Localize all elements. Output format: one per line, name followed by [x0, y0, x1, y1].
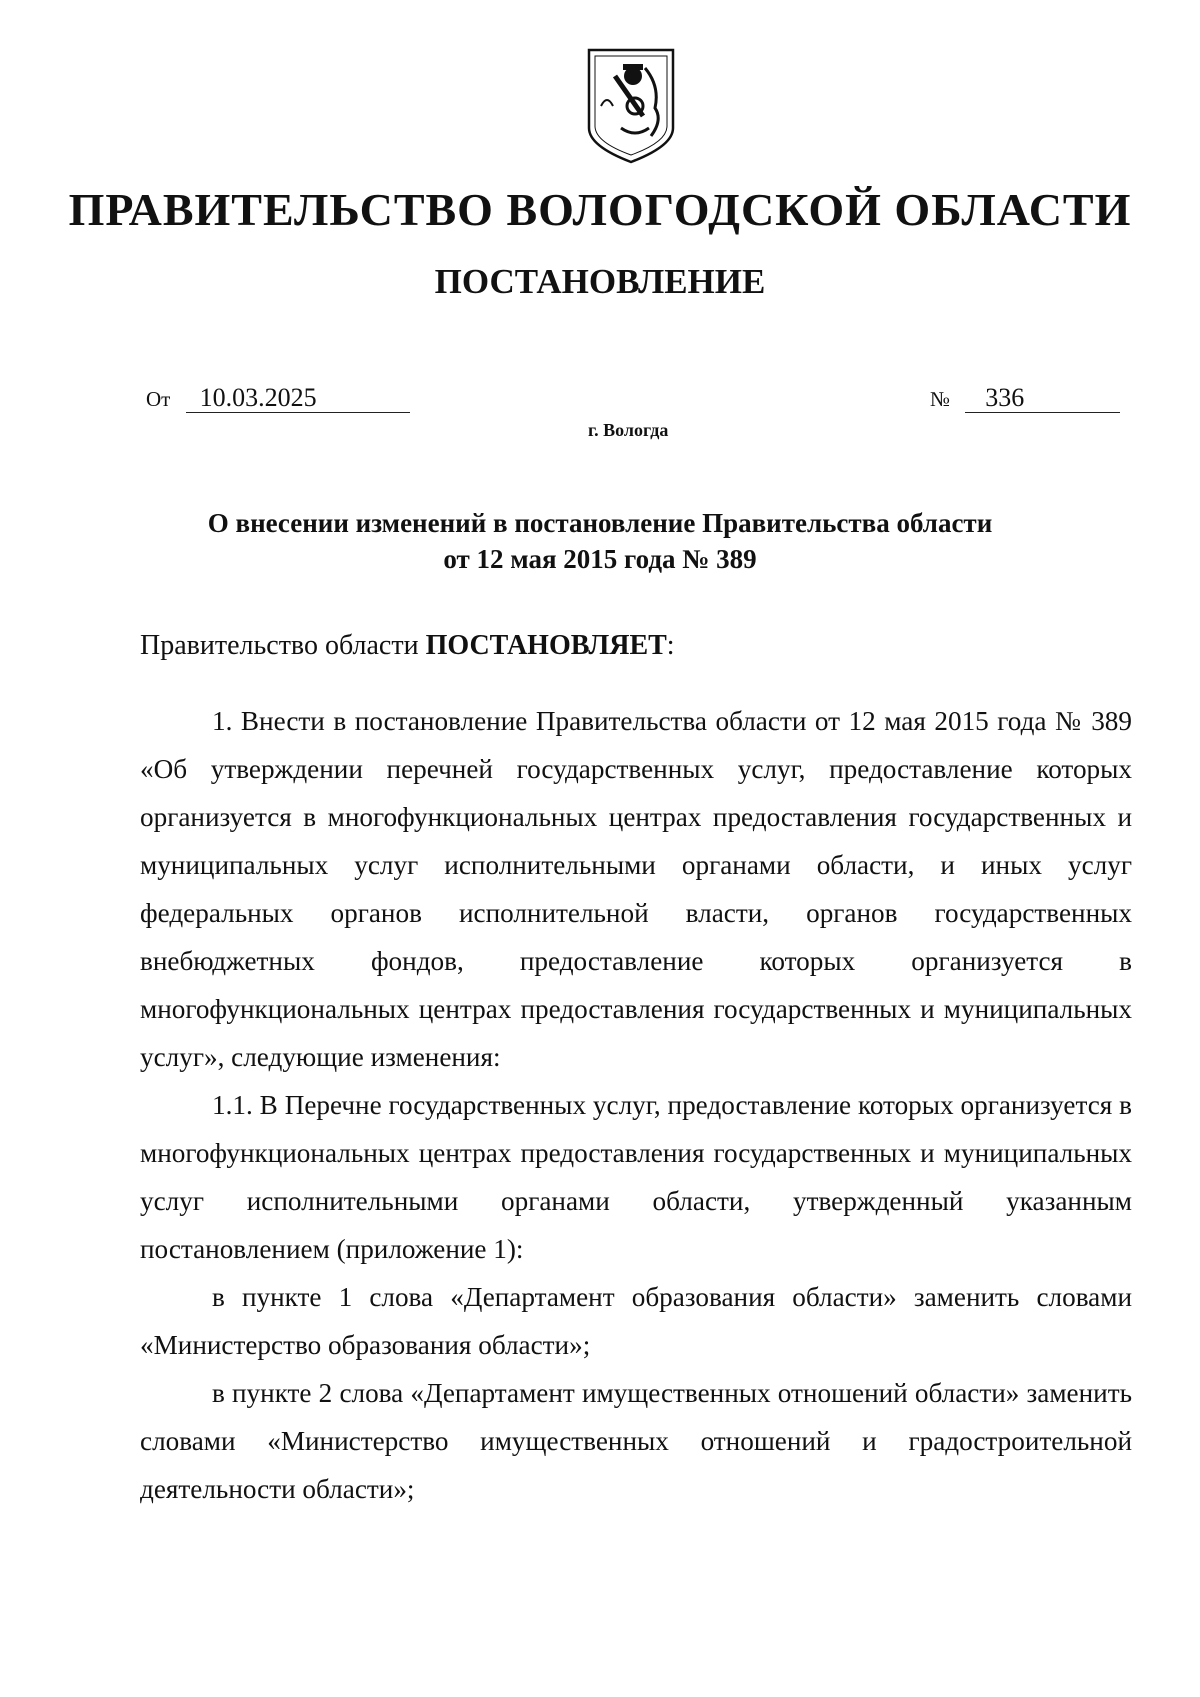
subject-line-1: О внесении изменений в постановление Правительства области: [207, 508, 993, 538]
number-field: [930, 384, 1120, 413]
paragraph-item-2: в пункте 2 слова «Департамент имущественных отношений области» заменить словами «Министерство имущественных отношений и градостроительной деятельности области»;: [140, 1378, 1132, 1504]
document-subject: [0, 505, 1200, 577]
paragraph-1: 1. Внести в постановление Правительства области от 12 мая 2015 года № 389 «Об утверждении перечней государственных услуг, предоставление которых организуется в многофункциональных центрах предоставления государственных и муниципальных услуг исполнительными органами области, и иных услуг федеральных органов исполнительной власти, органов государственных внебюджетных фондов, предоставление которых организуется в многофункциональных центрах предоставления государственных и муниципальных услуг», следующие изменения:: [140, 706, 1132, 1072]
date-label: От: [146, 387, 171, 411]
government-title: ПРАВИТЕЛЬСТВО ВОЛОГОДСКОЙ ОБЛАСТИ: [68, 184, 1132, 235]
coat-of-arms-emblem: [585, 46, 677, 166]
date-value: 10.03.2025: [186, 384, 410, 413]
subject-line-2: от 12 мая 2015 года № 389: [443, 544, 757, 574]
paragraph-item-1: в пункте 1 слова «Департамент образования области» заменить словами «Министерство образования области»;: [140, 1282, 1132, 1360]
paragraph-1-1: 1.1. В Перечне государственных услуг, предоставление которых организуется в многофункциональных центрах предоставления государственных и муниципальных услуг исполнительными органами области, утвержденный указанным постановлением (приложение 1):: [140, 1090, 1132, 1264]
document-type: ПОСТАНОВЛЕНИЕ: [434, 262, 766, 301]
coat-of-arms-icon: [585, 46, 677, 166]
number-value: 336: [965, 384, 1120, 413]
preamble-colon: :: [666, 630, 675, 661]
preamble-text: Правительство области: [140, 630, 426, 661]
city: г. Вологда: [588, 420, 669, 440]
document-body: [140, 697, 1132, 1513]
date-field: [146, 384, 410, 413]
preamble-emphasis: ПОСТАНОВЛЯЕТ: [425, 630, 667, 661]
number-label: №: [930, 387, 951, 411]
preamble: [140, 630, 675, 662]
